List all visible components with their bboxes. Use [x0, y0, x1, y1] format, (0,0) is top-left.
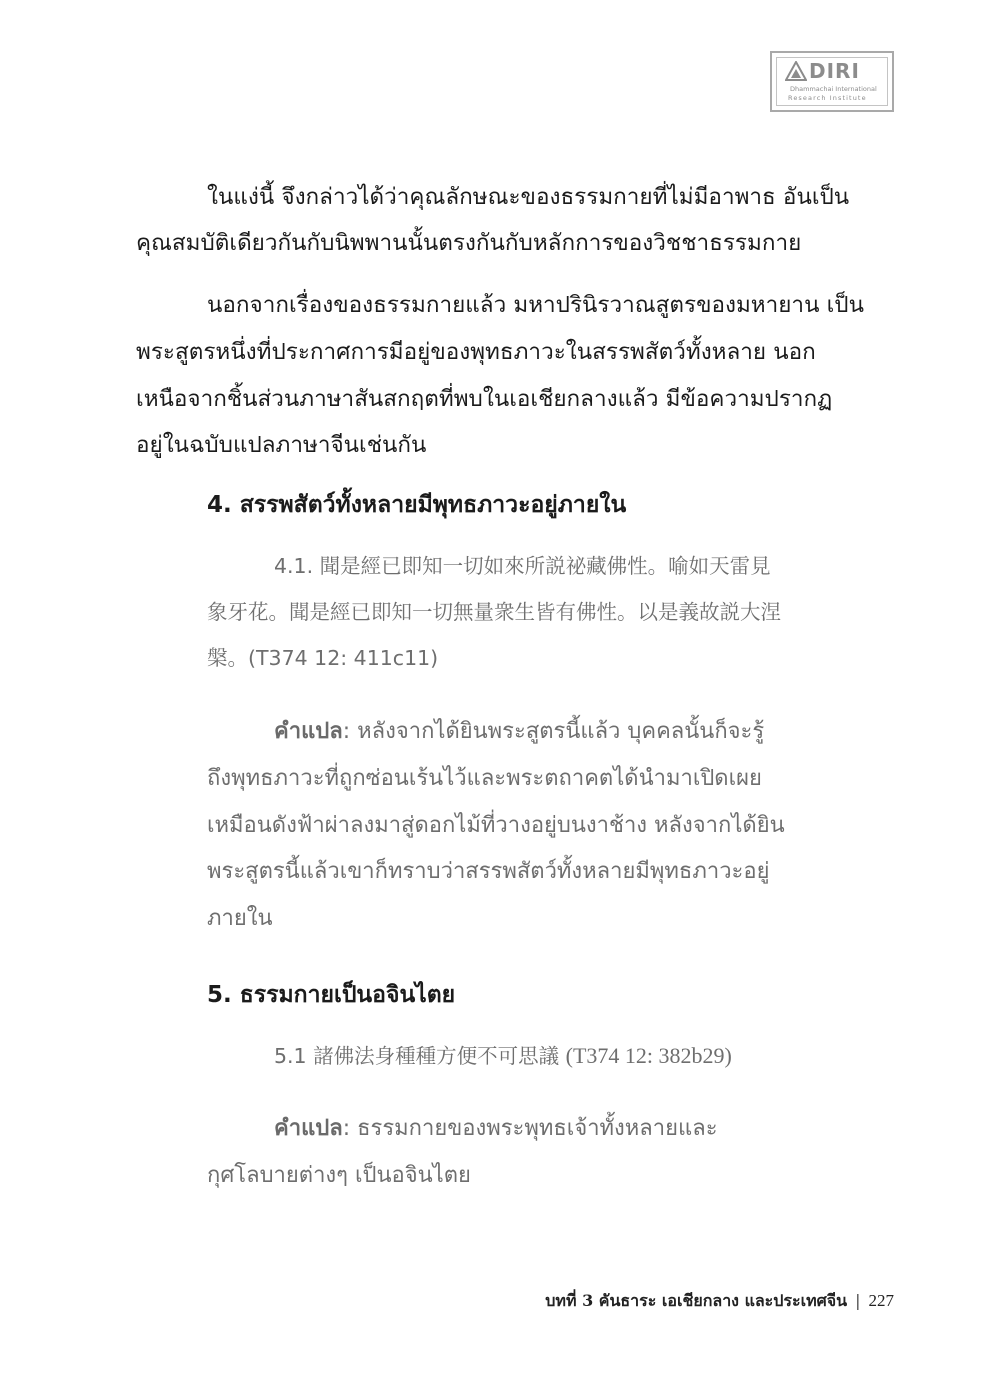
paragraph-1-line-1: ในแง่นี้ จึงกล่าวได้ว่าคุณลักษณะของธรรมกายที่ไม่มีอาพาธ อันเป็น — [207, 184, 850, 210]
section-5-translation-text: : ธรรมกายของพระพุทธเจ้าทั้งหลายและ — [342, 1116, 718, 1141]
section-4-translation-line-2: ถึงพุทธภาวะที่ถูกซ่อนเร้นไว้และพระตถาคตได้นำมาเปิดเผย — [207, 766, 762, 791]
logo-subtitle-line-2: Research Institute — [788, 94, 867, 102]
section-5-quote-reference: (T374 12: 382b29) — [565, 1043, 732, 1068]
section-4-translation-line-3: เหมือนดังฟ้าผ่าลงมาสู่ดอกไม้ที่วางอยู่บนงาช้าง หลังจากได้ยิน — [207, 813, 785, 838]
logo-triangle-icon — [785, 61, 807, 81]
section-5-quote — [274, 1042, 732, 1070]
section-4-quote-line-3: 槃。(T374 12: 411c11) — [207, 646, 439, 670]
section-5-translation-line-2: กุศโลบายต่างๆ เป็นอจินไตย — [207, 1163, 471, 1188]
paragraph-2-line-4: อยู่ในฉบับแปลภาษาจีนเช่นกัน — [136, 432, 427, 458]
section-4-translation-line-5: ภายใน — [207, 906, 273, 931]
logo-subtitle-line-1: Dhammachai International — [790, 85, 877, 93]
section-4-quote-line-1: 4.1. 聞是經已即知一切如來所説祕藏佛性。喻如天雷見 — [274, 554, 771, 578]
paragraph-2-line-2: พระสูตรหนึ่งที่ประกาศการมีอยู่ของพุทธภาวะในสรรพสัตว์ทั้งหลาย นอก — [136, 339, 816, 365]
logo-wordmark: DIRI — [809, 59, 860, 83]
page-footer — [545, 1290, 894, 1312]
paragraph-1-line-2: คุณสมบัติเดียวกันกับนิพพานนั้นตรงกันกับหลักการของวิชชาธรรมกาย — [136, 230, 802, 256]
diri-logo — [770, 51, 894, 112]
section-4-translation-text: : หลังจากได้ยินพระสูตรนี้แล้ว บุคคลนั้นก็จะรู้ — [342, 719, 765, 744]
paragraph-2-line-1: นอกจากเรื่องของธรรมกายแล้ว มหาปรินิรวาณสูตรของมหายาน เป็น — [207, 292, 864, 318]
translation-label: คำแปล — [274, 1116, 343, 1141]
section-5-translation-line-1 — [274, 1114, 718, 1144]
page-number: 227 — [868, 1291, 894, 1310]
section-4-translation-line-4: พระสูตรนี้แล้วเขาก็ทราบว่าสรรพสัตว์ทั้งหลายมีพุทธภาวะอยู่ — [207, 859, 770, 884]
footer-separator: | — [855, 1291, 861, 1310]
section-4-heading: 4. สรรพสัตว์ทั้งหลายมีพุทธภาวะอยู่ภายใน — [207, 492, 627, 518]
section-4-quote-line-2: 象牙花。聞是經已即知一切無量衆生皆有佛性。以是義故説大涅 — [207, 600, 781, 624]
section-4-translation-line-1 — [274, 717, 764, 747]
paragraph-2-line-3: เหนือจากชิ้นส่วนภาษาสันสกฤตที่พบในเอเชียกลางแล้ว มีข้อความปรากฏ — [136, 386, 833, 412]
translation-label: คำแปล — [274, 719, 343, 744]
footer-chapter-title: บทที่ 3 คันธาระ เอเชียกลาง และประเทศจีน — [545, 1291, 848, 1310]
section-5-heading: 5. ธรรมกายเป็นอจินไตย — [207, 982, 456, 1008]
section-5-quote-text: 5.1 諸佛法身種種方便不可思議 — [274, 1044, 566, 1068]
